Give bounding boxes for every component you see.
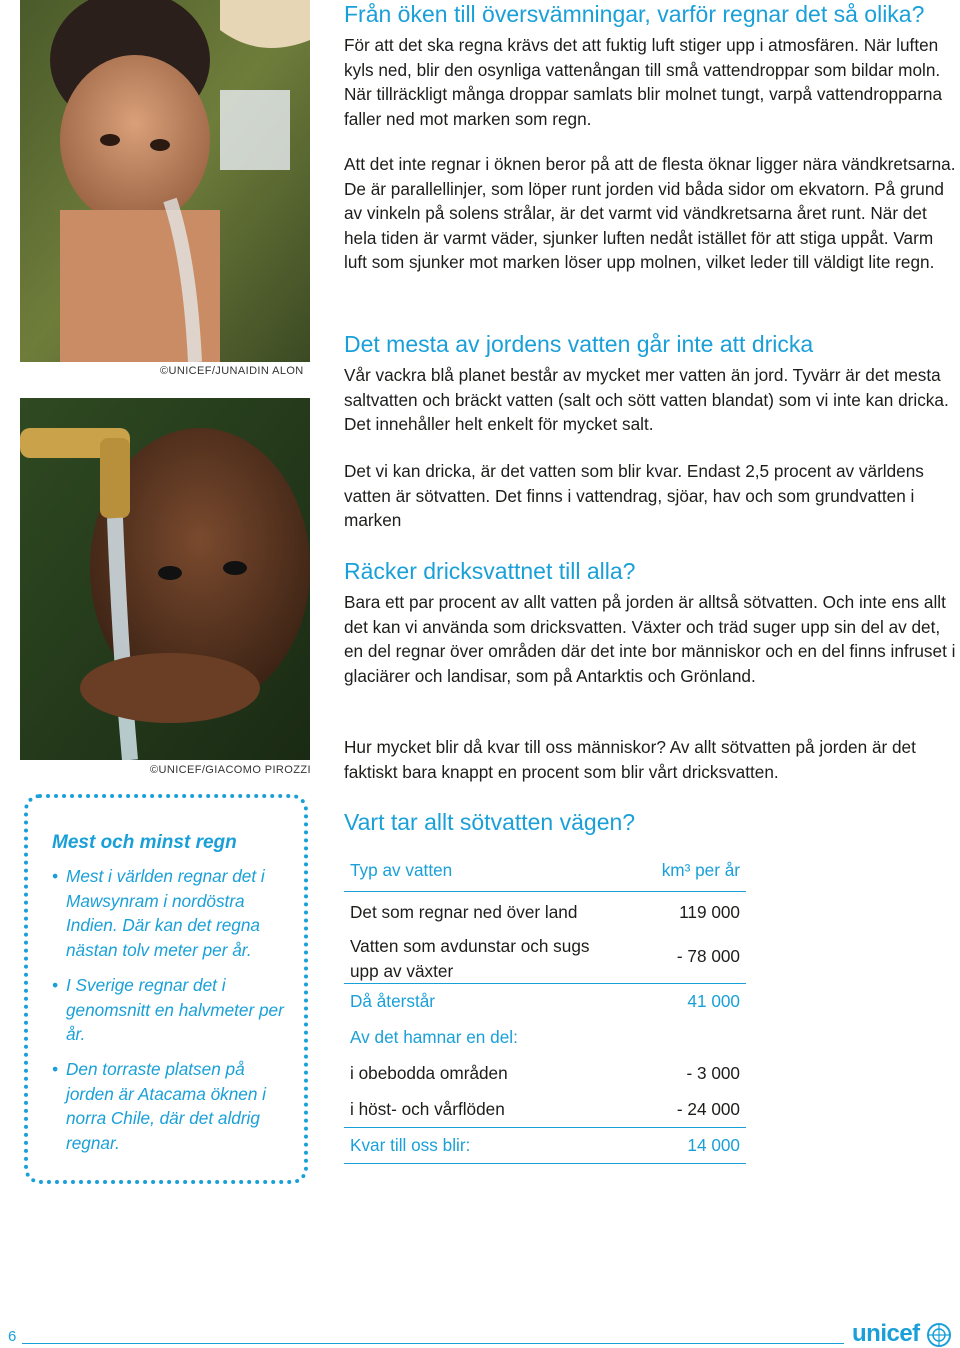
table-row-label: Av det hamnar en del: [350, 1027, 518, 1047]
list-item [52, 1057, 292, 1155]
table-header-type: Typ av vatten [350, 860, 453, 880]
table-row-label: i obebodda områden [350, 1063, 508, 1083]
table-row-label: Det som regnar ned över land [350, 902, 578, 922]
table-row-value: - 3 000 [686, 1063, 740, 1083]
table-divider [344, 1163, 746, 1164]
table-row-value: - 24 000 [676, 1099, 740, 1119]
table-row-label: Kvar till oss blir: [350, 1135, 471, 1155]
section-heading: Räcker dricksvattnet till alla? [344, 558, 636, 584]
table-header-unit: km³ per år [661, 860, 740, 880]
page-number: 6 [8, 1328, 17, 1345]
info-box-title: Mest och minst regn [52, 832, 237, 853]
table-row-label: Då återstår [350, 991, 436, 1011]
table-divider [344, 1127, 746, 1128]
table-divider [344, 983, 746, 984]
table-row-value: 119 000 [679, 902, 740, 922]
paragraph: Bara ett par procent av allt vatten på jorden är alltså sötvatten. Och inte ens allt det kan vi använda som dricksvatten. Växter och träd suger upp sin del av det, en del regnar över områden där det inte bor människor och en del finns infruset i glaciärer och landisar, som på Antarktis och Grönland. [344, 592, 956, 686]
footer-divider [22, 1343, 844, 1344]
paragraph: Vår vackra blå planet består av mycket mer vatten än jord. Tyvärr är det mesta saltvatten och bräckt vatten (salt och sött vatten blandat) som vi inte kan dricka. Det innehåller helt enkelt för mycket salt. [344, 365, 949, 435]
paragraph: Hur mycket blir då kvar till oss människor? Av allt sötvatten på jorden är det faktiskt bara knappt en procent som blir vårt dricksvatten. [344, 737, 916, 782]
table-row [344, 934, 746, 984]
table-divider [344, 891, 746, 892]
bullet-icon: • [52, 866, 59, 886]
paragraph: För att det ska regna krävs det att fuktig luft stiger upp i atmosfären. När luften kyls ned, blir den osynliga vattenångan till små vattendroppar som bildar moln. När tillräckligt många droppar samlats blir molnet tungt, varpå vattendropparna faller ned mot marken som regn. [344, 35, 943, 129]
info-box [24, 794, 308, 1184]
table-row-value: - 78 000 [676, 946, 740, 966]
photo-boy-drinking [20, 398, 310, 760]
paragraph: Det vi kan dricka, är det vatten som blir kvar. Endast 2,5 procent av världens vatten är sötvatten. Det finns i vattendrag, sjöar, hav och som grundvatten i marken [344, 461, 924, 531]
list-item [52, 864, 292, 962]
list-item [52, 973, 292, 1047]
bullet-icon: • [52, 1059, 59, 1079]
table-row-label: i höst- och vårflöden [350, 1099, 505, 1119]
section-heading: Från öken till översvämningar, varför regnar det så olika? [344, 1, 925, 27]
paragraph: Att det inte regnar i öknen beror på att de flesta öknar ligger nära vändkretsarna. De är parallellinjer, som löper runt jorden vid båda sidor om ekvatorn. På grund av vinkeln på solens strålar, är det varmt vid vändkretsarna året runt. När det hela tiden är varmt väder, sjunker luften nedåt istället för att stiga uppåt. Varm luft som sjunker mot marken löser upp molnen, vilket leder till väldigt lite regn. [344, 154, 956, 273]
photo-credit: ©UNICEF/GIACOMO PIROZZI [150, 764, 311, 776]
table-row-label: Vatten som avdunstar och sugs upp av växter [350, 936, 590, 981]
unicef-logo: unicef [852, 1320, 920, 1347]
unicef-emblem-icon [926, 1322, 952, 1348]
photo-credit: ©UNICEF/JUNAIDIN ALON [160, 365, 304, 377]
bullet-icon: • [52, 975, 59, 995]
list-item-text: Den torraste platsen på jorden är Atacama öknen i norra Chile, där det aldrig regnar. [66, 1059, 266, 1153]
photo-child-water [20, 0, 310, 362]
table-row-value: 41 000 [687, 991, 740, 1011]
section-heading: Det mesta av jordens vatten går inte att dricka [344, 331, 814, 357]
list-item-text: I Sverige regnar det i genomsnitt en halvmeter per år. [66, 975, 284, 1045]
section-heading: Vart tar allt sötvatten vägen? [344, 809, 636, 835]
list-item-text: Mest i världen regnar det i Mawsynram i nordöstra Indien. Där kan det regna nästan tolv meter per år. [66, 866, 265, 960]
table-row-value: 14 000 [687, 1135, 740, 1155]
